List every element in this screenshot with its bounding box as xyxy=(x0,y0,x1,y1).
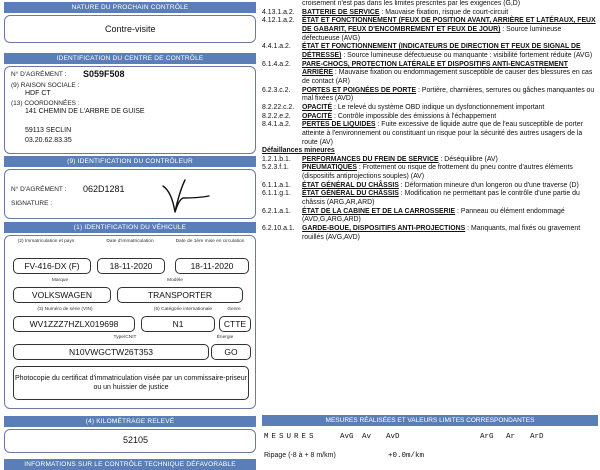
defect-text xyxy=(302,87,598,104)
defect-title: PARE-CHOCS, PROTECTION LATÉRALE ET DISPOSITIFS ANTI-ENCASTREMENT ARRIÈRE xyxy=(302,60,568,77)
defect-text xyxy=(302,190,598,207)
defect-code: 6.1.4.a.2. xyxy=(262,60,291,68)
vehicule-header: (1) IDENTIFICATION DU VÉHICULE xyxy=(4,222,256,233)
centre-city: 59113 SECLIN xyxy=(25,127,72,134)
controleur-header: (9) IDENTIFICATION DU CONTRÔLEUR xyxy=(4,156,256,167)
mineures-row xyxy=(262,156,598,165)
mesure-column-avd: AvD xyxy=(386,433,400,441)
defect-title: BATTERIE DE SERVICE xyxy=(302,8,380,16)
defect-code: 6.2.10.a.1. xyxy=(262,225,295,233)
mesure-column-ard: ArD xyxy=(530,433,544,441)
defect-text xyxy=(302,121,598,147)
mineures-row xyxy=(262,225,598,242)
centre-agrement-label: N° D'AGRÉMENT : xyxy=(11,71,67,78)
defect-description: : Déséquilibre (AV) xyxy=(438,155,498,163)
majeures-row xyxy=(262,113,598,122)
defect-description: : Le relevé du système OBD indique un dysfonctionnement important xyxy=(332,103,545,111)
defect-title: PERTES DE LIQUIDES xyxy=(302,121,376,129)
defect-code: 8.2.2.e.2. xyxy=(262,112,291,120)
kilometrage-header: (4) KILOMÉTRAGE RELEVÉ xyxy=(4,416,256,427)
defect-description: : Source lumineuse défectueuse (AVG) xyxy=(302,25,564,42)
mesure-column-avg: AvG xyxy=(340,433,354,441)
defect-text xyxy=(302,164,598,181)
defects-list xyxy=(262,0,598,242)
defect-description: : Portière, charnières, serrures ou gâches manquantes ou mal fixées (AVD) xyxy=(302,86,597,103)
centre-header: IDENTIFICATION DU CENTRE DE CONTRÔLE xyxy=(4,53,256,64)
defects-majeures xyxy=(262,9,598,148)
modele-field: TRANSPORTER xyxy=(117,287,243,303)
defect-code: 4.4.1.a.2. xyxy=(262,43,291,51)
defect-text xyxy=(302,61,598,87)
defect-title: PNEUMATIQUES xyxy=(302,164,357,172)
categorie-caption: (5) Catégorie internationale xyxy=(153,307,213,312)
majeures-row xyxy=(262,17,598,43)
date-immat-field: 18-11-2020 xyxy=(97,258,165,274)
type-field: N10VWGCTW26T353 xyxy=(13,344,209,360)
defect-title: ÉTAT ET FONCTIONNEMENT (FEUX DE POSITION AVANT, ARRIÈRE ET LATÉRAUX, FEUX DE GABARIT, FEUX D'ENCOMBREMENT ET FEUX DE JOUR) xyxy=(302,17,596,33)
defect-text xyxy=(302,156,598,165)
mineures-label: Défaillances mineures xyxy=(262,147,335,155)
majeures-row xyxy=(262,104,598,113)
vin-caption: (3) Numéro de série (VIN) xyxy=(37,307,93,312)
mineures-row xyxy=(262,164,598,181)
defect-description: : Modification ne permettant pas le contrôle d'une partie du châssis (ARG,AR,ARD) xyxy=(302,190,582,207)
defect-code: 6.1.1.a.1. xyxy=(262,181,291,189)
defect-title: OPACITÉ xyxy=(302,103,333,111)
defect-title: ÉTAT ET FONCTIONNEMENT (INDICATEURS DE DIRECTION ET FEUX DE SIGNAL DE DÉTRESSE) xyxy=(302,43,581,59)
genre-field: CTTE xyxy=(219,316,251,332)
mineures-row xyxy=(262,208,598,225)
defect-code: 8.2.22.c.2. xyxy=(262,103,295,111)
defect-title: PERFORMANCES DU FREIN DE SERVICE xyxy=(302,155,439,163)
majeures-row xyxy=(262,9,598,18)
categorie-field: N1 xyxy=(141,316,215,332)
defect-description: : Mauvaise fixation, risque de court-circuit xyxy=(379,8,509,16)
defect-title: ÉTAT GÉNÉRAL DU CHÂSSIS xyxy=(302,181,399,189)
defect-code: 6.1.1.g.1. xyxy=(262,190,291,198)
defect-title: ÉTAT DE LA CABINE ET DE LA CARROSSERIE xyxy=(302,207,456,215)
modele-caption: Modèle xyxy=(167,278,183,283)
vin-field: WV1ZZZ7HZLX019698 xyxy=(13,316,135,332)
defect-description: : Panneau ou élément endommagé (AVD,G,ARG,ARD) xyxy=(302,207,567,224)
prochain-controle-value: Contre-visite xyxy=(105,24,156,34)
majeures-row xyxy=(262,43,598,60)
date-first-field: 18-11-2020 xyxy=(175,258,249,274)
defect-text xyxy=(302,225,598,242)
coordonnees-label: (13) COORDONNÉES : xyxy=(11,100,80,107)
majeures-row xyxy=(262,87,598,104)
defect-code: 8.4.1.a.2. xyxy=(262,121,291,129)
mesure-column-av: Av xyxy=(362,433,372,441)
defect-description: : Déformation mineure d'un longeron ou d'une traverse (D) xyxy=(398,181,579,189)
defect-code: 1.2.1.b.1. xyxy=(262,155,291,163)
marque-field: VOLKSWAGEN xyxy=(13,287,111,303)
centre-box xyxy=(4,66,256,154)
defect-continuation-text: croisement n'est pas dans les limites prescrites par les exigences (G,D) xyxy=(302,0,521,7)
prochain-controle-header: NATURE DU PROCHAIN CONTRÔLE xyxy=(4,2,256,13)
centre-agrement-value: S059F508 xyxy=(83,69,125,79)
defect-text xyxy=(302,17,598,43)
marque-caption: Marque xyxy=(51,278,69,283)
energie-field: GO xyxy=(211,344,251,360)
centre-address: 141 CHEMIN DE L'ARBRE DE GUISE xyxy=(25,108,145,115)
defect-title: ÉTAT GÉNÉRAL DU CHÂSSIS xyxy=(302,190,399,198)
defect-text xyxy=(302,208,598,225)
defect-description: : Contrôle impossible des émissions à l'échappement xyxy=(332,112,497,120)
date-first-caption: Date de 1ère mise en circulation xyxy=(175,239,245,244)
justificatif-field: Photocopie du certificat d'immatriculation visée par un commissaire-priseur ou un huissier de justice xyxy=(13,366,249,400)
mesures-header: MESURES RÉALISÉES ET VALEURS LIMITES CORRESPONDANTES xyxy=(262,415,598,426)
defect-title: GARDE-BOUE, DISPOSITIFS ANTI-PROJECTIONS xyxy=(302,225,466,233)
mesures-label: MESURES xyxy=(264,433,317,441)
energie-caption: Énergie xyxy=(216,335,234,340)
defect-code: 6.2.1.a.1. xyxy=(262,207,291,215)
defect-description: : Source lumineuse défectueuse ou manquante : visibilité fortement réduite (AVG) xyxy=(341,51,593,59)
genre-caption: Genre xyxy=(227,307,241,312)
controleur-box xyxy=(4,169,256,219)
defect-description: : Frottement ou risque de frottement du pneu contre d'autres éléments (dispositifs antiprojections souples) (AV) xyxy=(302,164,575,181)
defect-continuation xyxy=(262,0,598,9)
defect-code: 6.2.3.c.2. xyxy=(262,86,291,94)
defect-title: PORTES ET POIGNÉES DE PORTE xyxy=(302,86,417,94)
controleur-agrement-value: 062D1281 xyxy=(83,184,125,194)
defects-mineures xyxy=(262,156,598,243)
defect-description: : Manquants, mal fixés ou gravement rouillés (AVG,AVD) xyxy=(302,225,583,241)
informations-header: INFORMATIONS SUR LE CONTRÔLE TECHNIQUE DÉFAVORABLE xyxy=(4,459,256,470)
majeures-row xyxy=(262,121,598,147)
mineures-row xyxy=(262,190,598,207)
defect-text xyxy=(302,9,598,18)
vehicule-box xyxy=(4,235,256,409)
defect-text xyxy=(302,113,598,122)
date-immat-caption: Date d'immatriculation xyxy=(106,239,154,244)
controleur-agrement-label: N° D'AGRÉMENT : xyxy=(11,186,67,193)
defect-description: : Fuite excessive de liquide autre que de l'eau susceptible de porter atteinte à l'environnement ou constituant un risque pour la sécurité des autres usagers de la route (AV) xyxy=(302,121,585,146)
signature-label: SIGNATURE : xyxy=(11,200,53,207)
controleur-signature xyxy=(155,176,215,218)
raison-sociale-value: HDF CT xyxy=(25,90,51,97)
type-caption: Type/CNIT xyxy=(113,335,137,340)
defect-code: 4.12.1.a.2. xyxy=(262,17,295,25)
defect-description: : Mauvaise fixation ou endommagement susceptible de causer des blessures en cas de contact (AR) xyxy=(302,69,595,85)
prochain-controle-box xyxy=(4,15,256,43)
defect-title: OPACITÉ xyxy=(302,112,333,120)
raison-sociale-label: (9) RAISON SOCIALE : xyxy=(11,82,80,89)
immat-field: FV-416-DX (F) xyxy=(13,258,91,274)
immat-caption: (2) Immatriculation et pays xyxy=(17,239,75,244)
ripage-label: Ripage (-8 à + 8 m/km) xyxy=(264,452,336,459)
defect-code: 4.13.1.a.2. xyxy=(262,8,295,16)
defect-code: 5.2.3.f.1. xyxy=(262,164,289,172)
kilometrage-value: 52105 xyxy=(123,435,149,445)
ripage-value: +0.0m/km xyxy=(388,452,425,460)
centre-phone: 03.20.62.83.35 xyxy=(25,137,72,144)
defect-text xyxy=(302,104,598,113)
mesure-column-arg: ArG xyxy=(480,433,494,441)
majeures-row xyxy=(262,61,598,87)
mesure-column-ar: Ar xyxy=(506,433,516,441)
defect-text xyxy=(302,43,598,60)
kilometrage-box xyxy=(4,429,256,453)
